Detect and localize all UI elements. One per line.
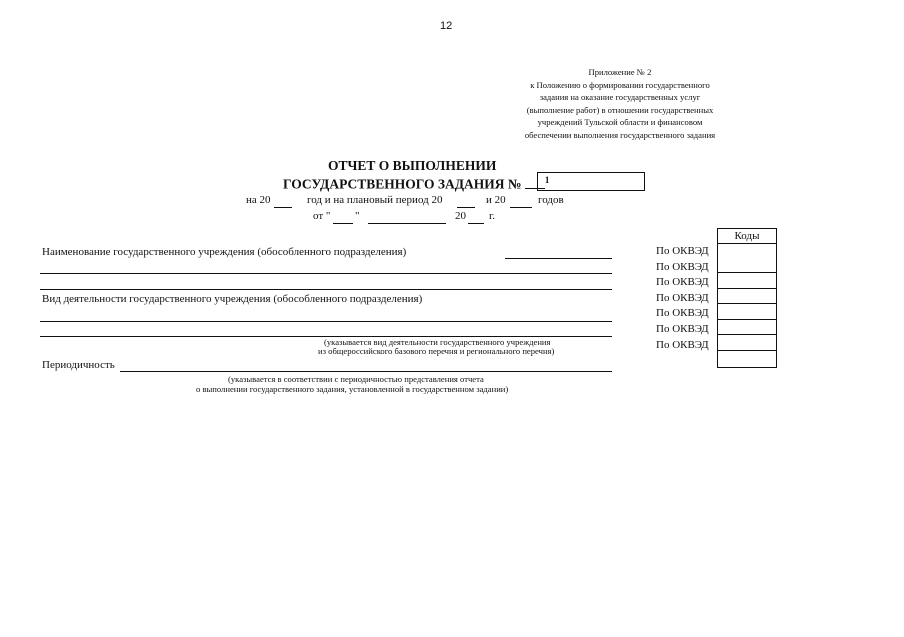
periodicity-note: (указывается в соответствии с периодичностью представления отчета: [228, 374, 484, 384]
periodicity-label: Периодичность: [42, 359, 115, 371]
appendix-line: к Положению о формировании государственного: [530, 79, 710, 90]
appendix-line: задания на оказание государственных услуг: [539, 92, 701, 103]
okved-label: По ОКВЭД: [656, 339, 709, 351]
codes-header: Коды: [718, 229, 776, 244]
report-title-text: ГОСУДАРСТВЕННОГО ЗАДАНИЯ №: [283, 176, 522, 192]
activity-type-label: Вид деятельности государственного учреждения (обособленного подразделения): [42, 293, 423, 305]
period-and: и 20: [486, 194, 506, 206]
activity-note: (указывается вид деятельности государственного учреждения: [324, 337, 551, 347]
code-cell[interactable]: [718, 273, 776, 289]
okved-label: По ОКВЭД: [656, 276, 709, 288]
code-cell[interactable]: [718, 289, 776, 305]
institution-name-line[interactable]: [505, 258, 612, 259]
okved-label: По ОКВЭД: [656, 323, 709, 335]
okved-label: По ОКВЭД: [656, 292, 709, 304]
appendix-line: Приложение № 2: [588, 67, 652, 77]
appendix-note: [500, 66, 740, 142]
activity-type-line[interactable]: [40, 321, 612, 322]
institution-name-line[interactable]: [40, 289, 612, 290]
period-mid: год и на плановый период 20: [307, 194, 443, 206]
date-year-blank[interactable]: [468, 223, 484, 224]
okved-label: По ОКВЭД: [656, 261, 709, 273]
institution-name-line[interactable]: [40, 273, 612, 274]
periodicity-note: о выполнении государственного задания, установленной в государственном задании): [196, 384, 509, 394]
code-cell[interactable]: [718, 351, 776, 367]
plan-year1-blank[interactable]: [457, 207, 475, 208]
year-blank[interactable]: [274, 207, 292, 208]
code-cell[interactable]: [718, 320, 776, 336]
institution-name-label: Наименование государственного учреждения (обособленного подразделения): [42, 246, 407, 258]
code-cell[interactable]: [718, 304, 776, 320]
report-title-line2: [283, 175, 549, 193]
date-quote: ": [355, 210, 360, 222]
appendix-line: обеспечении выполнения государственного задания: [524, 129, 716, 140]
report-number-box[interactable]: [537, 172, 645, 191]
month-blank[interactable]: [368, 223, 446, 224]
day-blank[interactable]: [333, 223, 353, 224]
footnote-mark: 1: [544, 175, 550, 185]
appendix-line: учреждений Тульской области и финансовом: [537, 117, 703, 128]
code-cell[interactable]: [718, 244, 776, 273]
activity-note: из общероссийского базового перечня и регионального перечня): [318, 346, 555, 356]
codes-table: [717, 228, 777, 368]
date-g: г.: [489, 210, 496, 222]
periodicity-line[interactable]: [120, 371, 612, 372]
okved-label: По ОКВЭД: [656, 245, 709, 257]
plan-year2-blank[interactable]: [510, 207, 532, 208]
report-title-line1: ОТЧЕТ О ВЫПОЛНЕНИИ: [328, 158, 497, 173]
okved-label: По ОКВЭД: [656, 307, 709, 319]
period-na: на 20: [246, 194, 271, 206]
date-from: от ": [313, 210, 331, 222]
page-number: 12: [440, 20, 453, 32]
period-years: годов: [538, 194, 564, 206]
appendix-line: (выполнение работ) в отношении государственных: [526, 104, 714, 115]
code-cell[interactable]: [718, 335, 776, 351]
date-year: 20: [455, 210, 466, 222]
